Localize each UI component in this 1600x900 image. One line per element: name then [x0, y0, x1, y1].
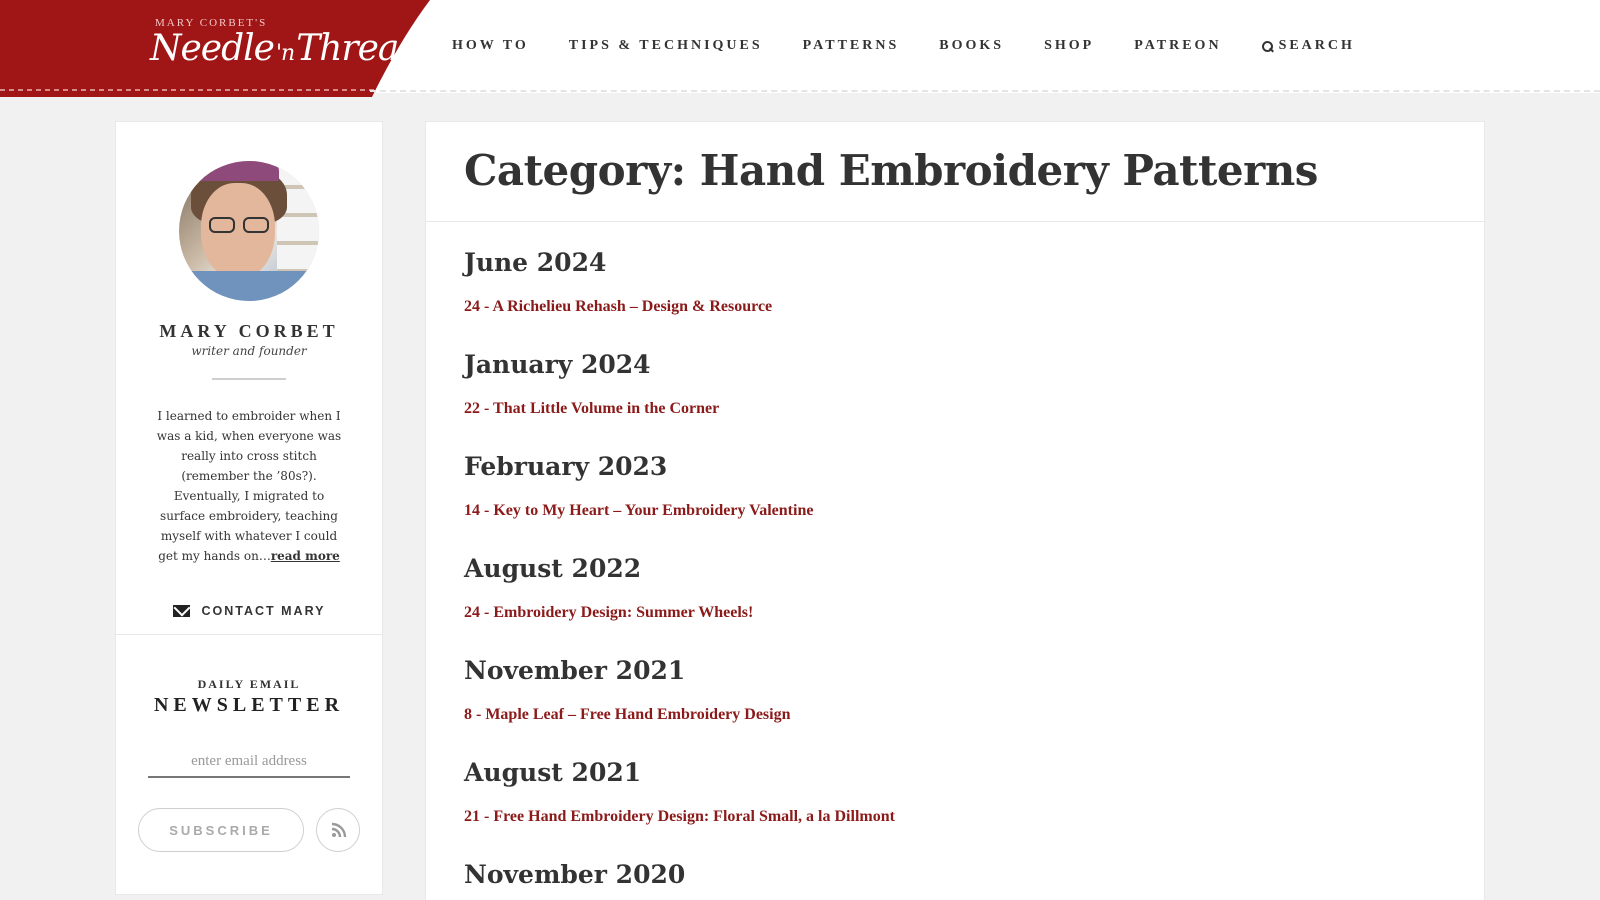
site-header — [0, 0, 1600, 93]
archive-group — [464, 656, 1484, 740]
archive-group — [464, 554, 1484, 638]
nav-item-how-to[interactable]: HOW TO — [452, 38, 529, 53]
logo-wordmark[interactable] — [150, 28, 420, 69]
archive-month: February 2023 — [464, 452, 668, 481]
archive-group — [464, 860, 1484, 894]
post-link[interactable]: 14 - Key to My Heart – Your Embroidery Valentine — [464, 502, 814, 519]
archive-group — [464, 758, 1484, 842]
archive-group — [464, 452, 1484, 536]
archive-month: January 2024 — [464, 350, 651, 379]
logo-word-right: Thread — [296, 28, 421, 69]
nav-item-tips-techniques[interactable]: TIPS & TECHNIQUES — [568, 38, 763, 53]
archive-month: November 2020 — [464, 860, 686, 889]
logo-tagline: MARY CORBET'S — [155, 17, 268, 29]
read-more-link[interactable]: read more — [270, 549, 340, 563]
author-bio-text: I learned to embroider when I was a kid, when everyone was really into cross stitch (remember the ’80s?). Eventually, I migrated to surface embroidery, teaching myself with whatever I could get my hands on… — [156, 409, 342, 563]
logo-word-left: Needle — [150, 28, 274, 69]
envelope-icon — [173, 605, 190, 617]
author-bio — [151, 406, 347, 566]
avatar — [179, 161, 319, 301]
contact-label: CONTACT MARY — [201, 604, 326, 618]
author-name: MARY CORBET — [159, 321, 339, 341]
contact-mary-button[interactable] — [116, 604, 382, 618]
archive-month: June 2024 — [464, 248, 607, 277]
email-field[interactable] — [148, 749, 350, 778]
avatar-tiara — [199, 161, 279, 181]
main-nav — [452, 38, 1395, 54]
avatar-shirt — [179, 271, 319, 301]
author-divider — [212, 378, 286, 380]
archive-post — [464, 604, 1484, 638]
archive-month: August 2022 — [464, 554, 642, 583]
archive-post — [464, 298, 1484, 332]
newsletter-kicker: DAILY EMAIL — [197, 677, 301, 691]
sidebar — [115, 121, 383, 895]
archive-post — [464, 400, 1484, 434]
nav-item-books[interactable]: BOOKS — [939, 38, 1005, 53]
bookshelf — [277, 161, 319, 271]
archive-post — [464, 706, 1484, 740]
newsletter-card — [115, 635, 383, 895]
search-icon — [1262, 41, 1273, 52]
main-content — [425, 121, 1485, 900]
archive-month: November 2021 — [464, 656, 686, 685]
post-link[interactable]: 24 - A Richelieu Rehash – Design & Resource — [464, 298, 773, 315]
subscribe-button[interactable]: SUBSCRIBE — [138, 808, 304, 852]
header-divider — [370, 90, 1600, 92]
archive-list — [426, 222, 1484, 894]
logo-word-mid: 'n — [275, 41, 295, 66]
newsletter-actions — [116, 808, 382, 852]
post-link[interactable]: 24 - Embroidery Design: Summer Wheels! — [464, 604, 754, 621]
search-label: SEARCH — [1278, 38, 1355, 53]
archive-post — [464, 808, 1484, 842]
post-link[interactable]: 22 - That Little Volume in the Corner — [464, 400, 720, 417]
category-header — [426, 122, 1484, 222]
page-title: Category: Hand Embroidery Patterns — [464, 146, 1318, 195]
nav-item-patreon[interactable]: PATREON — [1134, 38, 1222, 53]
newsletter-title: NEWSLETTER — [153, 694, 345, 716]
nav-item-patterns[interactable]: PATTERNS — [802, 38, 900, 53]
archive-month: August 2021 — [464, 758, 642, 787]
nav-item-shop[interactable]: SHOP — [1044, 38, 1095, 53]
rss-button[interactable] — [316, 808, 360, 852]
archive-post — [464, 502, 1484, 536]
archive-group — [464, 248, 1484, 332]
author-card — [115, 121, 383, 635]
author-role: writer and founder — [191, 344, 307, 358]
post-link[interactable]: 21 - Free Hand Embroidery Design: Floral Small, a la Dillmont — [464, 808, 895, 825]
nav-item-search[interactable] — [1262, 38, 1355, 54]
avatar-glasses — [209, 217, 271, 233]
archive-group — [464, 350, 1484, 434]
rss-icon — [331, 822, 347, 838]
post-link[interactable]: 8 - Maple Leaf – Free Hand Embroidery Design — [464, 706, 791, 723]
